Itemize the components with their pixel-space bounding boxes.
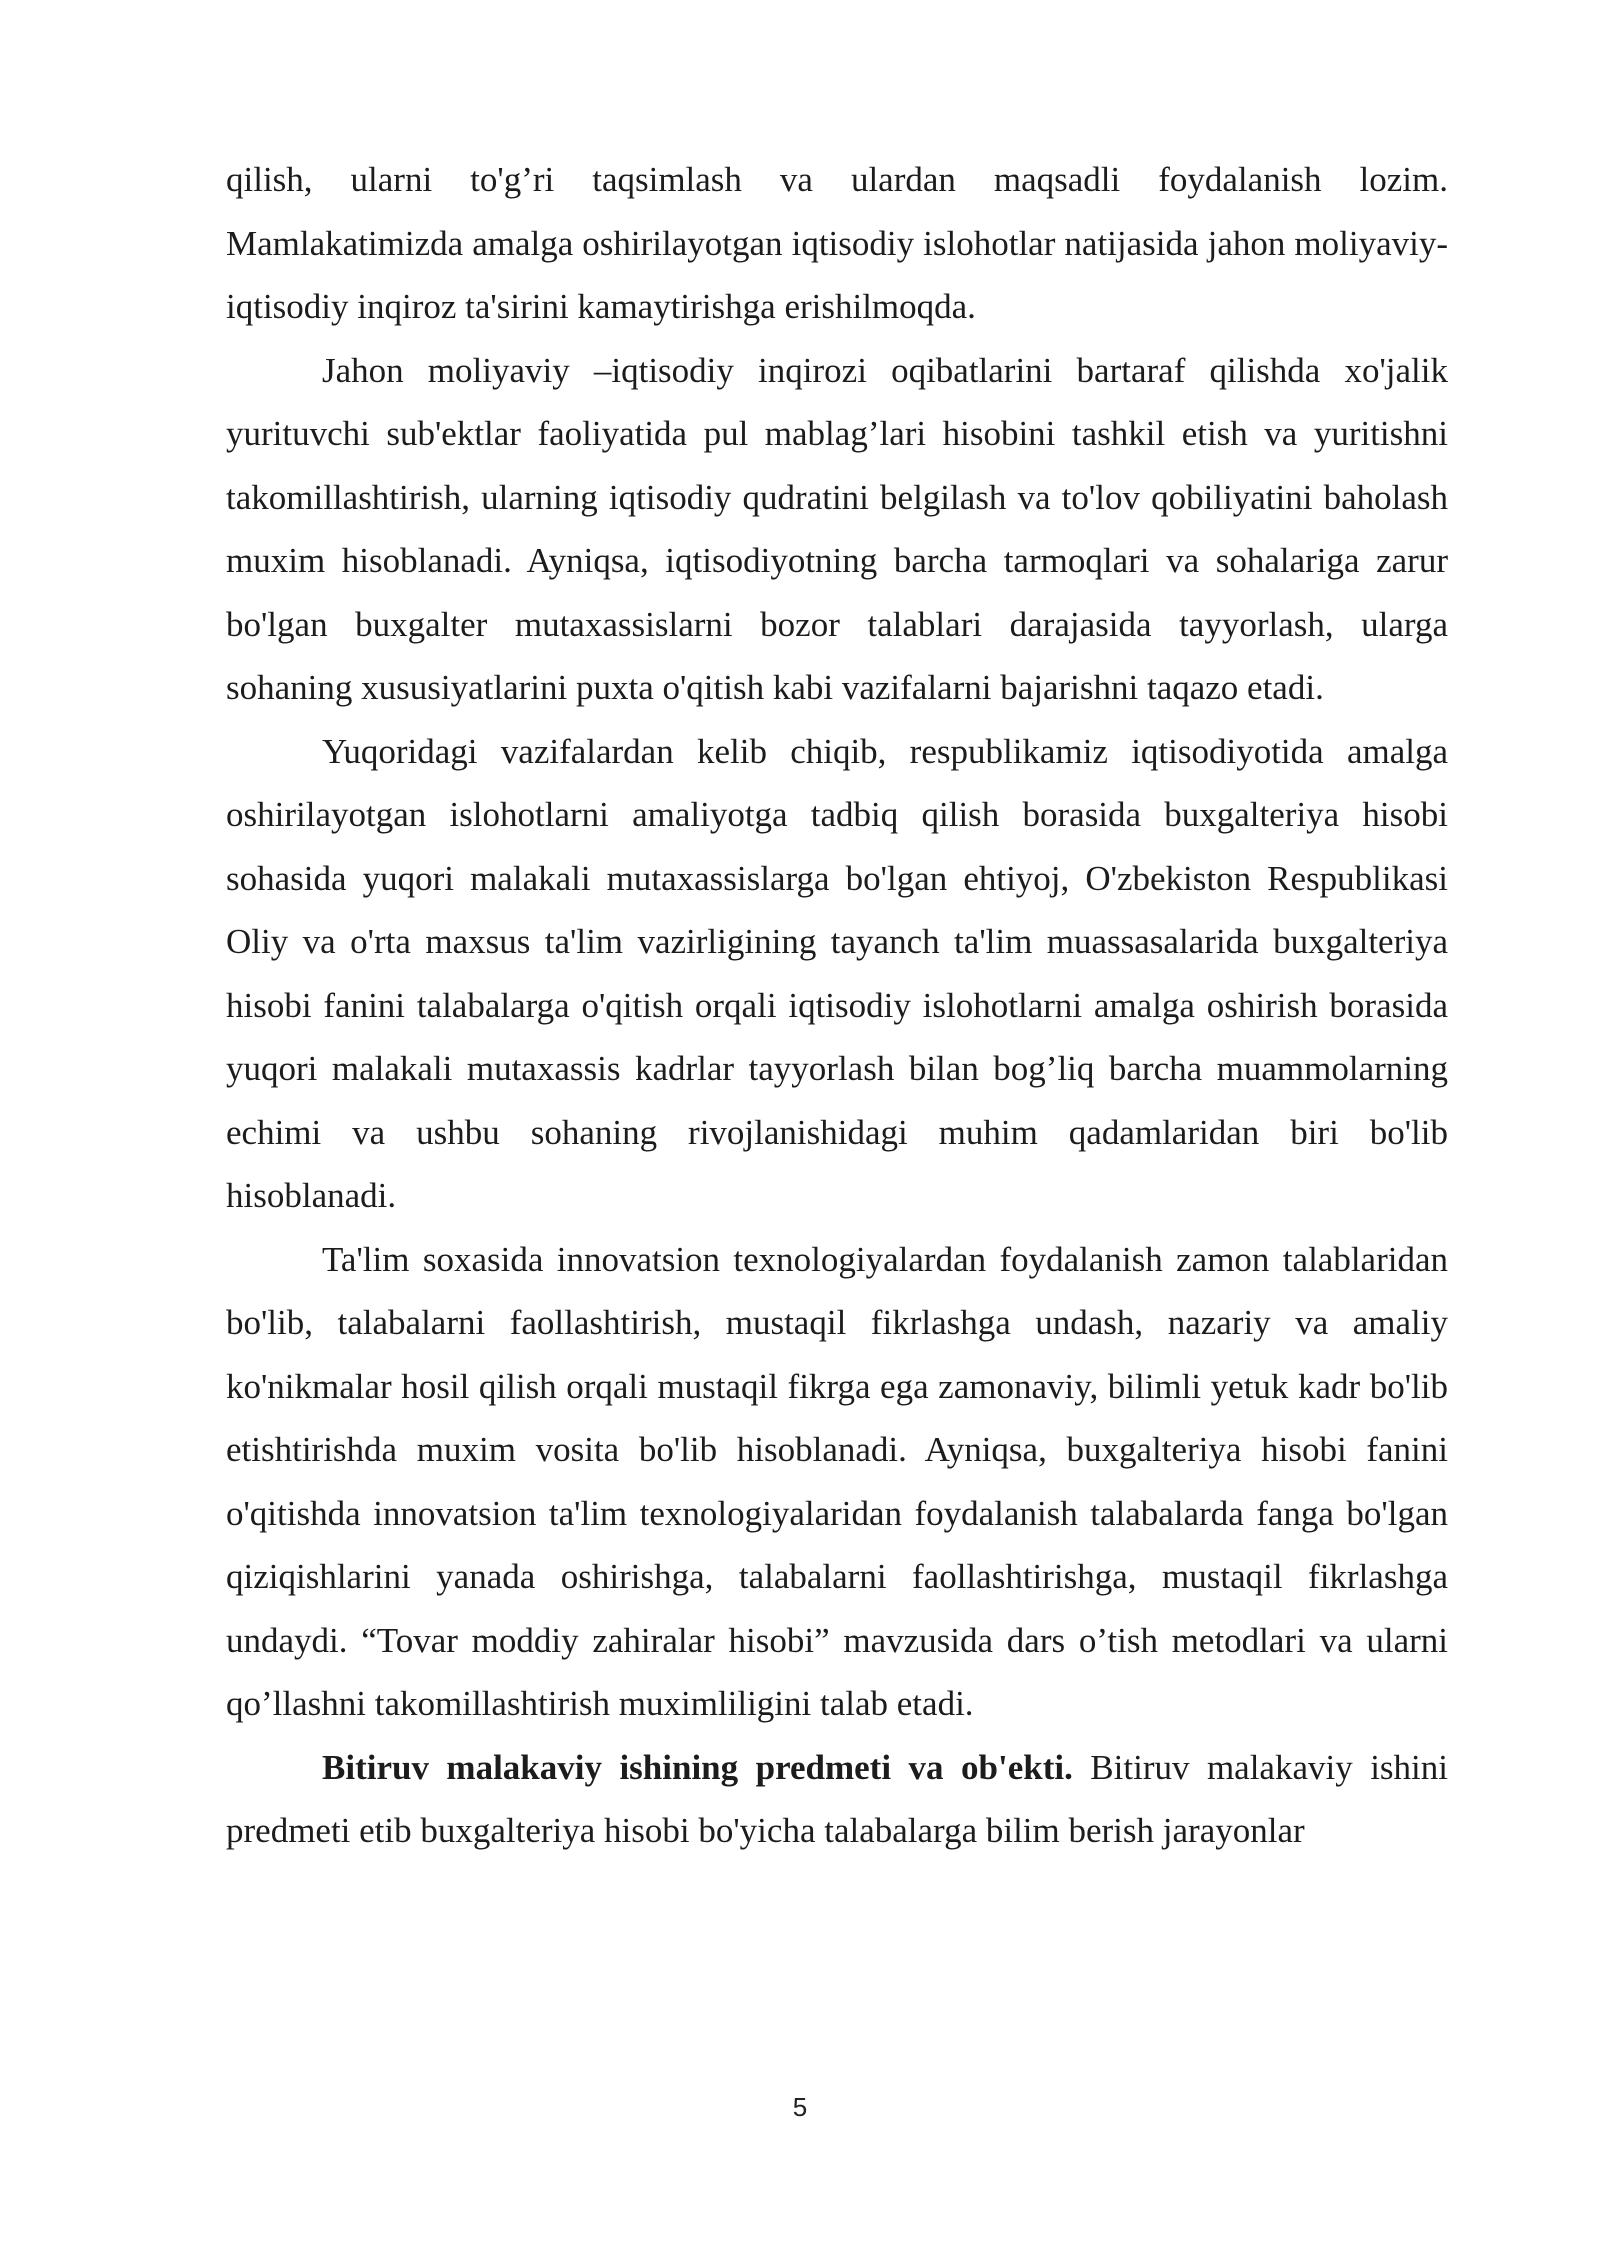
document-body (226, 148, 1448, 1863)
paragraph-3-text: Yuqoridagi vazifalardan kelib chiqib, respublikamiz iqtisodiyotida amalga oshirilayotgan islohotlarni amaliyotga tadbiq qilish borasida buxgalteriya hisobi sohasida yuqori malakali mutaxassislarga bo'lgan ehtiyoj, O'zbekiston Respublikasi Oliy va o'rta maxsus ta'lim vazirligining tayanch ta'lim muassasalarida buxgalteriya hisobi fanini talabalarga o'qitish orqali iqtisodiy islohotlarni amalga oshirish borasida yuqori malakali mutaxassis kadrlar tayyorlash bilan bog’liq barcha muammolarning echimi va ushbu sohaning rivojlanishidagi muhim qadamlaridan biri bo'lib hisoblanadi. (226, 731, 1448, 1215)
paragraph-1-text: qilish, ularni to'g’ri taqsimlash va ulardan maqsadli foydalanish lozim. Mamlakatimizda amalga oshirilayotgan iqtisodiy islohotlar natijasida jahon moliyaviy-iqtisodiy inqiroz ta'sirini kamaytirishga erishilmoqda. (226, 160, 1448, 326)
paragraph-1 (226, 148, 1448, 339)
paragraph-5 (226, 1736, 1448, 1863)
paragraph-4-text: Ta'lim soxasida innovatsion texnologiyalardan foydalanish zamon talablaridan bo'lib, talabalarni faollashtirish, mustaqil fikrlashga undash, nazariy va amaliy ko'nikmalar hosil qilish orqali mustaqil fikrga ega zamonaviy, bilimli yetuk kadr bo'lib etishtirishda muxim vosita bo'lib hisoblanadi. Ayniqsa, buxgalteriya hisobi fanini o'qitishda innovatsion ta'lim texnologiyalaridan foydalanish talabalarda fanga bo'lgan qiziqishlarini yanada oshirishga, talabalarni faollashtirishga, mustaqil fikrlashga undaydi. “Tovar moddiy zahiralar hisobi” mavzusida dars o’tish metodlari va ularni qo’llashni takomillashtirish muximliligini talab etadi. (226, 1239, 1448, 1723)
paragraph-4 (226, 1228, 1448, 1736)
section-heading-inline: Bitiruv malakaviy ishining predmeti va ob'ekti. (322, 1747, 1073, 1787)
paragraph-2-text: Jahon moliyaviy –iqtisodiy inqirozi oqibatlarini bartaraf qilishda xo'jalik yurituvchi sub'ektlar faoliyatida pul mablag’lari hisobini tashkil etish va yuritishni takomillashtirish, ularning iqtisodiy qudratini belgilash va to'lov qobiliyatini baholash muxim hisoblanadi. Ayniqsa, iqtisodiyotning barcha tarmoqlari va sohalariga zarur bo'lgan buxgalter mutaxassislarni bozor talablari darajasida tayyorlash, ularga sohaning xususiyatlarini puxta o'qitish kabi vazifalarni bajarishni taqazo etadi. (226, 350, 1448, 707)
paragraph-3 (226, 720, 1448, 1228)
paragraph-5-text: Bitiruv malakaviy ishini predmeti etib buxgalteriya hisobi bo'yicha talabalarga bilim berish jarayonlar (226, 1747, 1448, 1850)
paragraph-2 (226, 339, 1448, 720)
page-number: 5 (792, 2092, 808, 2122)
